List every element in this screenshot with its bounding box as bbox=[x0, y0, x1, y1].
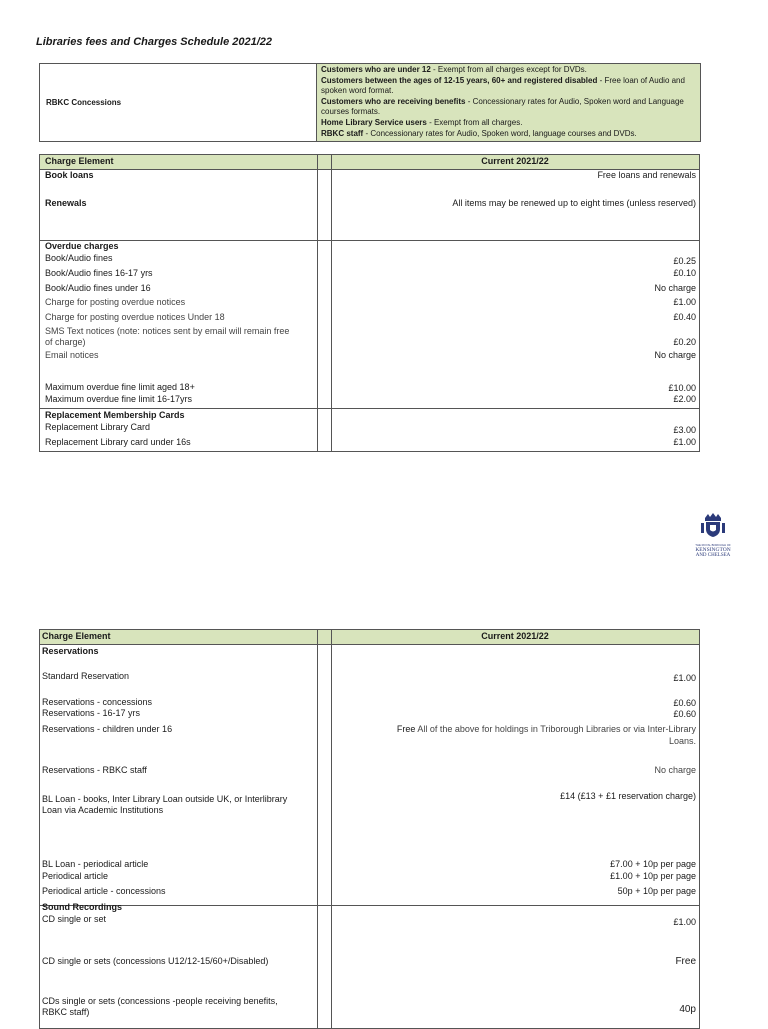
row-value: £3.00 bbox=[673, 425, 696, 435]
row-label: Reservations - RBKC staff bbox=[42, 765, 147, 775]
row-value: Free bbox=[675, 956, 696, 967]
concession-item: RBKC staff - Concessionary rates for Audio, Spoken word, language courses and DVDs. bbox=[321, 128, 637, 138]
row-value: £7.00 + 10p per page bbox=[610, 859, 696, 869]
section-heading: Reservations bbox=[42, 646, 99, 656]
row-label: Renewals bbox=[45, 198, 87, 208]
row-value: Free All of the above for holdings in Triborough Libraries or via Inter-Library bbox=[396, 724, 696, 734]
section-heading: Overdue charges bbox=[45, 241, 119, 251]
concessions-box bbox=[39, 63, 701, 142]
row-label: Maximum overdue fine limit aged 18+ bbox=[45, 382, 195, 392]
row-value-continued: Loans. bbox=[668, 736, 696, 746]
row-value: No charge bbox=[654, 350, 696, 360]
concessions-label: RBKC Concessions bbox=[40, 64, 317, 141]
section-heading: Sound Recordings bbox=[42, 902, 123, 912]
row-label: BL Loan - books, Inter Library Loan outside UK, or Interlibrary bbox=[42, 794, 288, 804]
header-charge-element: Charge Element bbox=[45, 156, 114, 166]
row-value: 50p + 10p per page bbox=[617, 886, 696, 896]
rbkc-logo bbox=[690, 512, 736, 562]
row-label: Maximum overdue fine limit 16-17yrs bbox=[45, 394, 193, 404]
row-label: Charge for posting overdue notices Under 18 bbox=[45, 312, 225, 322]
row-value: £10.00 bbox=[668, 383, 696, 393]
row-value: Free loans and renewals bbox=[597, 170, 696, 180]
row-label: CDs single or sets (concessions -people receiving benefits, bbox=[42, 996, 278, 1006]
row-label: Periodical article bbox=[42, 871, 109, 881]
page-title: Libraries fees and Charges Schedule 2021/22 bbox=[36, 36, 273, 48]
row-label: BL Loan - periodical article bbox=[42, 859, 149, 869]
row-value: £0.60 bbox=[673, 709, 696, 719]
row-value: £1.00 bbox=[673, 297, 696, 307]
row-label: Book loans bbox=[45, 170, 94, 180]
row-value: 40p bbox=[679, 1004, 696, 1015]
row-value: No charge bbox=[654, 765, 696, 775]
section-heading: Replacement Membership Cards bbox=[45, 410, 185, 420]
header-current: Current 2021/22 bbox=[481, 631, 549, 641]
row-label: Book/Audio fines under 16 bbox=[45, 283, 151, 293]
row-label: Replacement Library Card bbox=[45, 422, 151, 432]
header-charge-element: Charge Element bbox=[42, 631, 111, 641]
row-label: Replacement Library card under 16s bbox=[45, 437, 191, 447]
row-label: SMS Text notices (note: notices sent by email will remain free bbox=[45, 326, 290, 336]
logo-small-text: THE ROYAL BOROUGH OF bbox=[695, 543, 731, 547]
row-value: £1.00 bbox=[673, 917, 696, 927]
row-value: £0.20 bbox=[673, 337, 696, 347]
row-value: £1.00 + 10p per page bbox=[610, 871, 696, 881]
header-current: Current 2021/22 bbox=[481, 156, 549, 166]
row-label-continued: RBKC staff) bbox=[42, 1007, 90, 1017]
logo-text-kensington: KENSINGTON bbox=[695, 547, 731, 553]
row-label: Book/Audio fines bbox=[45, 253, 113, 263]
row-label-continued: of charge) bbox=[45, 337, 86, 347]
row-value: £1.00 bbox=[673, 673, 696, 683]
row-label: Periodical article - concessions bbox=[42, 886, 166, 896]
row-label: Standard Reservation bbox=[42, 671, 130, 681]
row-value: No charge bbox=[654, 283, 696, 293]
row-label: CD single or set bbox=[42, 914, 107, 924]
row-value: £0.60 bbox=[673, 698, 696, 708]
row-label: CD single or sets (concessions U12/12-15/60+/Disabled) bbox=[42, 956, 269, 966]
concession-item: Home Library Service users - Exempt from all charges. bbox=[321, 117, 523, 127]
row-value: £1.00 bbox=[673, 437, 696, 447]
row-label: Book/Audio fines 16-17 yrs bbox=[45, 268, 153, 278]
charges-table-1 bbox=[39, 154, 700, 452]
concessions-list bbox=[317, 64, 700, 141]
charges-table-2 bbox=[39, 629, 700, 1029]
row-value: £14 (£13 + £1 reservation charge) bbox=[560, 791, 696, 801]
concession-item: Customers who are receiving benefits - Concessionary rates for Audio, Spoken word and Language courses formats. bbox=[321, 96, 684, 117]
row-label: Reservations - 16-17 yrs bbox=[42, 708, 141, 718]
row-value: All items may be renewed up to eight times (unless reserved) bbox=[452, 198, 696, 208]
row-value: £0.25 bbox=[673, 256, 696, 266]
row-label: Reservations - concessions bbox=[42, 697, 153, 707]
crest-icon bbox=[690, 512, 736, 538]
concession-item: Customers who are under 12 - Exempt from all charges except for DVDs. bbox=[321, 65, 587, 74]
row-value: £0.40 bbox=[673, 312, 696, 322]
row-label: Charge for posting overdue notices bbox=[45, 297, 186, 307]
row-value: £0.10 bbox=[673, 268, 696, 278]
row-label: Email notices bbox=[45, 350, 99, 360]
concession-item: Customers between the ages of 12-15 years, 60+ and registered disabled - Free loan of Audio and spoken word format. bbox=[321, 75, 685, 96]
row-value: £2.00 bbox=[673, 394, 696, 404]
row-label: Reservations - children under 16 bbox=[42, 724, 173, 734]
logo-text-chelsea: AND CHELSEA bbox=[695, 553, 731, 558]
row-label-continued: Loan via Academic Institutions bbox=[42, 805, 164, 815]
